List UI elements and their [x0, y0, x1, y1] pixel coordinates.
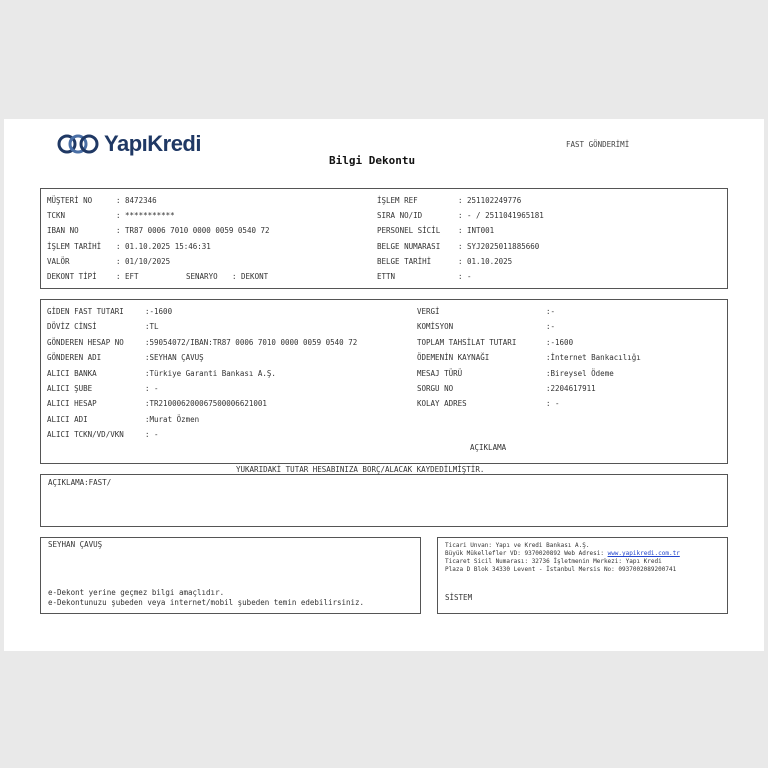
- bank-line-1: Ticari Unvan: Yapı ve Kredi Bankası A.Ş.: [445, 542, 590, 549]
- field-label: İŞLEM REF: [377, 196, 418, 205]
- field-label: MESAJ TÜRÜ: [417, 368, 463, 378]
- customer-name: SEYHAN ÇAVUŞ: [48, 540, 103, 549]
- field-label: TCKN: [47, 211, 66, 221]
- field-label: ALICI TCKN/VD/VKN: [47, 430, 124, 440]
- field-value: :TR210006200067500006621001: [145, 399, 267, 409]
- field-label: ÖDEMENİN KAYNAĞI: [417, 353, 490, 363]
- field-value: : TR87 0006 7010 0000 0059 0540 72: [116, 226, 270, 236]
- field-label: DÖVİZ CİNSİ: [47, 322, 97, 332]
- senaryo-label: SENARYO: [186, 272, 218, 281]
- field-label: VERGİ: [417, 307, 440, 316]
- field-label: ALICI HESAP: [47, 399, 97, 409]
- field-label: TOPLAM TAHSİLAT TUTARI: [417, 337, 517, 347]
- field-label: VALÖR: [47, 256, 70, 266]
- field-value: :İnternet Bankacılığı: [546, 353, 641, 363]
- field-label: MÜŞTERİ NO: [47, 196, 93, 205]
- field-value: :-1600: [145, 307, 173, 316]
- field-label: ALICI BANKA: [47, 368, 97, 378]
- field-value: : 251102249776: [458, 196, 522, 205]
- field-value: : ***********: [116, 211, 175, 221]
- bank-website-link[interactable]: www.yapikredi.com.tr: [607, 550, 680, 557]
- field-value: :SEYHAN ÇAVUŞ: [145, 353, 204, 363]
- field-value: :Murat Özmen: [145, 414, 200, 424]
- field-value: : 8472346: [116, 196, 157, 205]
- description-text: AÇIKLAMA:FAST/: [48, 478, 112, 487]
- field-label: BELGE NUMARASI: [377, 241, 441, 251]
- field-label: GÖNDEREN HESAP NO: [47, 337, 124, 347]
- field-label: ETTN: [377, 272, 396, 281]
- field-label: PERSONEL SİCİL: [377, 226, 441, 236]
- yapikredi-logo-icon: [56, 133, 100, 155]
- field-label: ALICI ADI: [47, 414, 88, 424]
- field-label: SIRA NO/ID: [377, 211, 423, 221]
- bank-line-3: Ticaret Sicil Numarası: 32736 İşletmenin Merkezi: Yapı Kredi: [445, 558, 662, 565]
- field-label: IBAN NO: [47, 226, 79, 236]
- bank-line-2: [445, 550, 680, 558]
- field-value: : 01.10.2025: [458, 256, 513, 266]
- bank-line-4: Plaza D Blok 34330 Levent - İstanbul Mersis No: 0937002089200741: [445, 566, 677, 573]
- yapikredi-logo: [56, 131, 201, 157]
- field-value: :-: [546, 307, 556, 316]
- field-label: ALICI ŞUBE: [47, 384, 93, 393]
- system-label: SİSTEM: [445, 593, 473, 602]
- document-title: Bilgi Dekontu: [329, 154, 416, 167]
- field-label: GÖNDEREN ADI: [47, 353, 102, 363]
- field-value: : -: [458, 272, 472, 281]
- field-value: :-: [546, 322, 556, 332]
- note-line-2: e-Dekontunuzu şubeden veya internet/mobil şubeden temin edebilirsiniz.: [48, 598, 365, 607]
- field-label: GİDEN FAST TUTARI: [47, 307, 124, 316]
- field-label: KOLAY ADRES: [417, 399, 467, 409]
- transfer-type: FAST GÖNDERİMİ: [566, 140, 630, 149]
- field-label: DEKONT TİPİ: [47, 272, 97, 281]
- field-label: SORGU NO: [417, 384, 454, 393]
- field-value: : 01.10.2025 15:46:31: [116, 241, 211, 251]
- field-value: : - / 2511041965181: [458, 211, 544, 221]
- field-value: :TL: [145, 322, 159, 332]
- field-value: : 01/10/2025: [116, 256, 171, 266]
- field-value: : SYJ2025011885660: [458, 241, 540, 251]
- bank-tax-info: Büyük Mükellefler VD: 9370020892 Web Adresi:: [445, 550, 604, 557]
- aciklama-heading: AÇIKLAMA: [470, 443, 507, 452]
- field-value: :Türkiye Garanti Bankası A.Ş.: [145, 368, 276, 378]
- logo-text: YapıKredi: [104, 131, 201, 156]
- field-value: :-1600: [546, 337, 574, 347]
- debit-credit-notice: YUKARIDAKİ TUTAR HESABINIZA BORÇ/ALACAK KAYDEDİLMİŞTİR.: [236, 465, 485, 474]
- field-value: :2204617911: [546, 384, 596, 393]
- field-value: :Bireysel Ödeme: [546, 368, 614, 378]
- senaryo-value: : DEKONT: [232, 272, 269, 281]
- field-label: BELGE TARİHİ: [377, 256, 432, 266]
- note-line-1: e-Dekont yerine geçmez bilgi amaçlıdır.: [48, 588, 225, 597]
- field-value: : -: [546, 399, 560, 409]
- field-label: İŞLEM TARİHİ: [47, 241, 102, 251]
- field-label: KOMİSYON: [417, 322, 454, 332]
- field-value: : -: [145, 384, 159, 393]
- transfer-details-box: [40, 299, 728, 464]
- field-value: :59054072/IBAN:TR87 0006 7010 0000 0059 0540 72: [145, 337, 358, 347]
- description-box: [40, 474, 728, 527]
- field-value: : INT001: [458, 226, 495, 236]
- field-value: : -: [145, 430, 159, 440]
- field-value: : EFT: [116, 272, 139, 281]
